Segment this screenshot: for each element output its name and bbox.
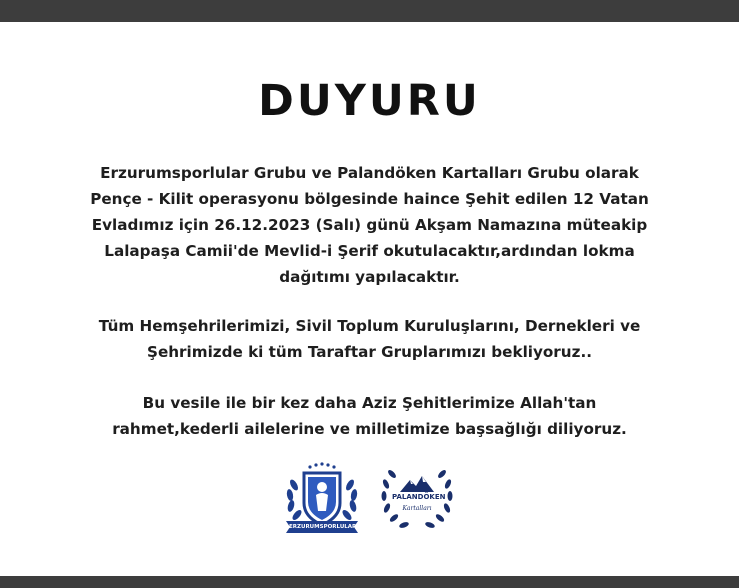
top-frame-bar (0, 0, 739, 22)
erzurumsporlular-logo-text: ERZURUMSPORLULAR (289, 524, 357, 530)
palandoken-logo-subtext: Kartalları (402, 505, 432, 512)
paragraph-line: Bu vesile ile bir kez daha Aziz Şehitlerimize Allah'tan (142, 394, 597, 412)
paragraph-line: Pençe - Kilit operasyonu bölgesinde haince Şehit edilen 12 Vatan (90, 190, 649, 208)
paragraph-1 (30, 160, 709, 290)
paragraph-line: dağıtımı yapılacaktır. (279, 268, 460, 286)
bottom-frame-bar (0, 576, 739, 588)
paragraph-line: Tüm Hemşehrilerimizi, Sivil Toplum Kuruluşlarını, Dernekleri ve (98, 317, 641, 335)
palandoken-logo-text: PALANDÖKEN (392, 493, 446, 501)
palandoken-logo (378, 456, 456, 534)
paragraph-3 (30, 390, 709, 442)
erzurumsporlular-logo (280, 455, 364, 539)
paragraph-line: Şehrimizde ki tüm Taraftar Gruplarımızı bekliyoruz.. (147, 343, 592, 361)
announcement-title: DUYURU (258, 76, 481, 126)
paragraph-line: Erzurumsporlular Grubu ve Palandöken Kartalları Grubu olarak (100, 164, 639, 182)
paragraph-line: Evladımız için 26.12.2023 (Salı) günü Akşam Namazına müteakip (91, 216, 648, 234)
paragraph-line: rahmet,kederli ailelerine ve milletimize başsağlığı diliyoruz. (112, 420, 627, 438)
paragraph-line: Lalapaşa Camii'de Mevlid-i Şerif okutulacaktır,ardından lokma (104, 242, 635, 260)
paragraph-2 (30, 313, 709, 365)
